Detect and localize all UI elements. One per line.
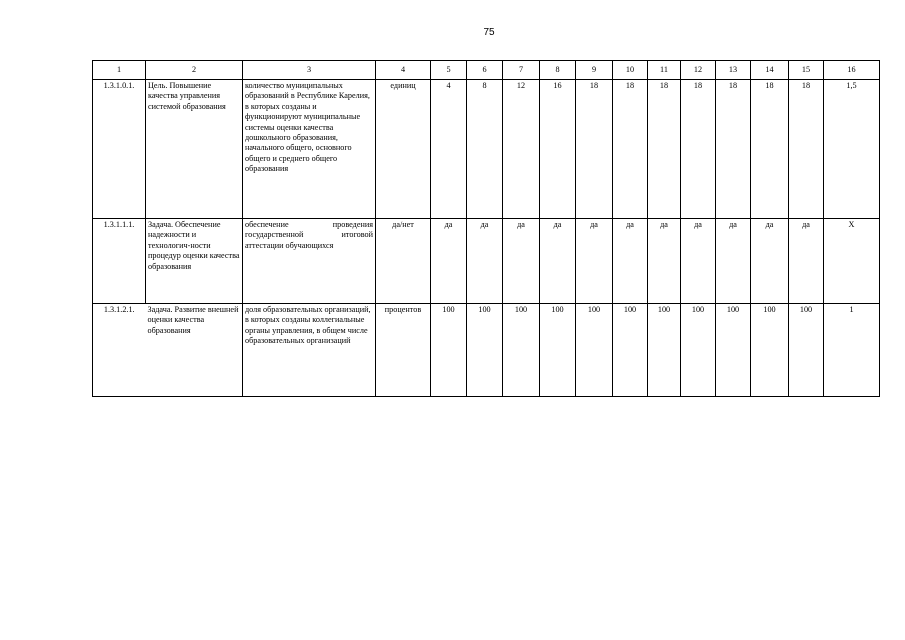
row-value: да — [503, 219, 540, 304]
header-cell: 8 — [540, 61, 576, 80]
table-row — [93, 219, 880, 304]
header-cell: 6 — [467, 61, 503, 80]
header-cell: 16 — [824, 61, 880, 80]
row-unit: процентов — [376, 304, 431, 397]
header-cell: 3 — [243, 61, 376, 80]
row-unit: единиц — [376, 80, 431, 219]
header-cell: 15 — [789, 61, 824, 80]
row-value: 100 — [576, 304, 613, 397]
row-value: 12 — [503, 80, 540, 219]
header-cell: 11 — [648, 61, 681, 80]
row-name: Цель. Повышение качества управления системой образования — [146, 80, 243, 219]
row-value: 18 — [613, 80, 648, 219]
row-value: 100 — [751, 304, 789, 397]
row-value: да — [716, 219, 751, 304]
header-cell: 2 — [146, 61, 243, 80]
row-last-value: 1 — [824, 304, 880, 397]
row-indicator: количество муниципальных образований в Республике Карелия, в которых созданы и функционируют муниципальные системы оценки качества дошкольного образования, начального общего, основного общего и среднего общего образования — [243, 80, 376, 219]
table-row — [93, 304, 880, 397]
row-code: 1.3.1.1.1. — [93, 219, 146, 304]
row-value: да — [576, 219, 613, 304]
row-name: Задача. Обеспечение надежности и технологич-ности процедур оценки качества образования — [146, 219, 243, 304]
row-indicator: обеспечение проведения государственной итоговой аттестации обучающихся — [243, 219, 376, 304]
row-value: да — [751, 219, 789, 304]
row-value: 16 — [540, 80, 576, 219]
row-value: 18 — [751, 80, 789, 219]
row-last-value: 1,5 — [824, 80, 880, 219]
row-value: 100 — [613, 304, 648, 397]
row-value: 18 — [648, 80, 681, 219]
row-value: 8 — [467, 80, 503, 219]
row-value: да — [467, 219, 503, 304]
row-value: 100 — [789, 304, 824, 397]
row-value: 18 — [681, 80, 716, 219]
header-cell: 4 — [376, 61, 431, 80]
row-value: 100 — [503, 304, 540, 397]
row-value: да — [681, 219, 716, 304]
row-value: 100 — [540, 304, 576, 397]
header-cell: 13 — [716, 61, 751, 80]
row-name: Задача. Развитие внешней оценки качества образования — [146, 304, 243, 397]
row-code: 1.3.1.0.1. — [93, 80, 146, 219]
header-cell: 9 — [576, 61, 613, 80]
row-last-value: Х — [824, 219, 880, 304]
header-cell: 12 — [681, 61, 716, 80]
row-value: да — [648, 219, 681, 304]
row-value: 100 — [467, 304, 503, 397]
row-value: да — [613, 219, 648, 304]
row-code: 1.3.1.2.1. — [93, 304, 146, 397]
row-value: да — [540, 219, 576, 304]
header-cell: 10 — [613, 61, 648, 80]
row-value: да — [789, 219, 824, 304]
header-cell: 14 — [751, 61, 789, 80]
row-value: 18 — [576, 80, 613, 219]
row-value: 100 — [716, 304, 751, 397]
row-indicator: доля образовательных организаций, в которых созданы коллегиальные органы управления, в общем числе образовательных организаций — [243, 304, 376, 397]
row-value: 100 — [681, 304, 716, 397]
header-cell: 1 — [93, 61, 146, 80]
indicators-table — [92, 60, 880, 397]
row-value: 100 — [648, 304, 681, 397]
row-value: 100 — [431, 304, 467, 397]
row-value: 18 — [716, 80, 751, 219]
row-value: 18 — [789, 80, 824, 219]
row-unit: да/нет — [376, 219, 431, 304]
row-value: 4 — [431, 80, 467, 219]
header-cell: 5 — [431, 61, 467, 80]
page-number: 75 — [483, 27, 495, 38]
row-value: да — [431, 219, 467, 304]
header-cell: 7 — [503, 61, 540, 80]
table-header-row — [93, 61, 880, 80]
table-row — [93, 80, 880, 219]
